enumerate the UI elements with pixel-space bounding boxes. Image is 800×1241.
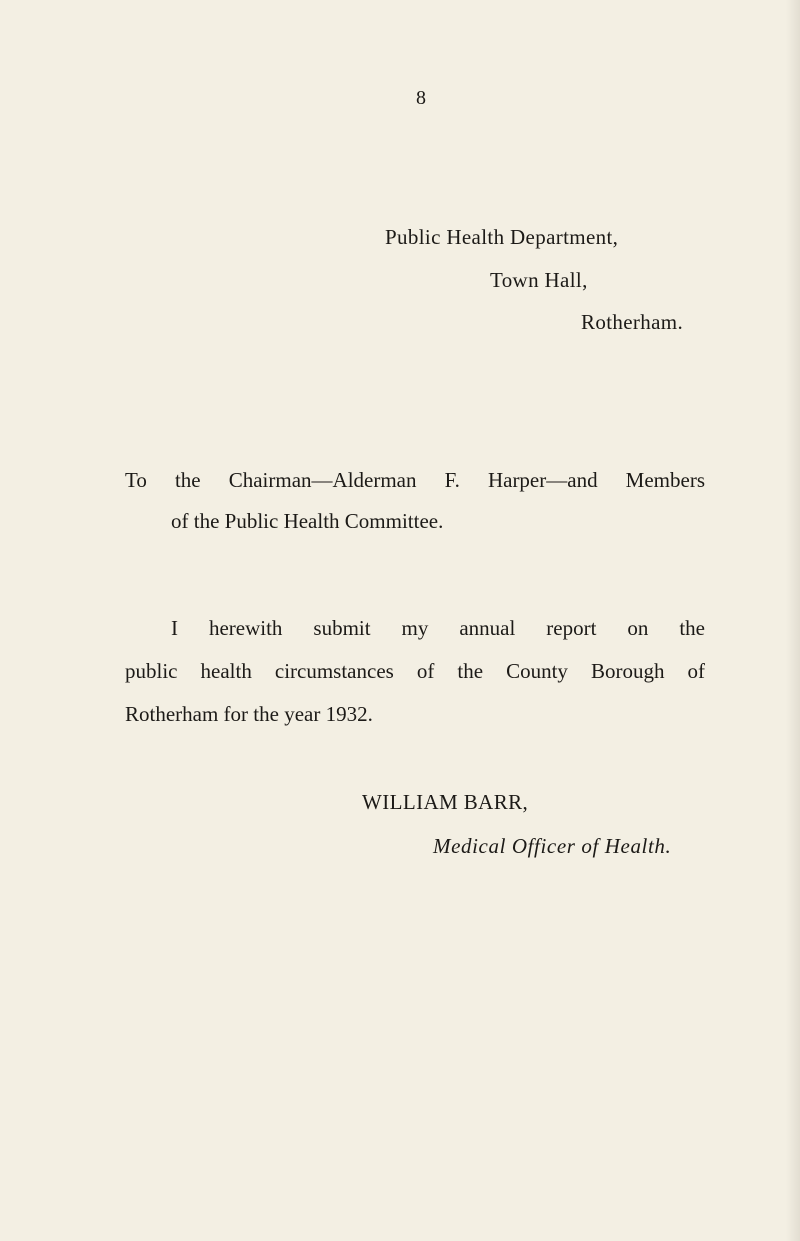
- body-line-3: Rotherham for the year 1932.: [125, 702, 373, 726]
- signature-name: WILLIAM BARR,: [362, 790, 529, 814]
- body-line-1: I herewith submit my annual report on the: [171, 616, 705, 640]
- page-number: 8: [416, 87, 426, 109]
- salutation-line-2: of the Public Health Committee.: [171, 509, 444, 533]
- address-building: Town Hall,: [490, 268, 588, 292]
- salutation-line-1: To the Chairman—Alderman F. Harper—and Members: [125, 468, 705, 492]
- body-line-2: public health circumstances of the County Borough of: [125, 659, 705, 683]
- page-edge-shadow: [786, 0, 800, 1241]
- signature-title: Medical Officer of Health.: [433, 834, 672, 858]
- address-town: Rotherham.: [581, 310, 684, 334]
- address-department: Public Health Department,: [385, 225, 619, 249]
